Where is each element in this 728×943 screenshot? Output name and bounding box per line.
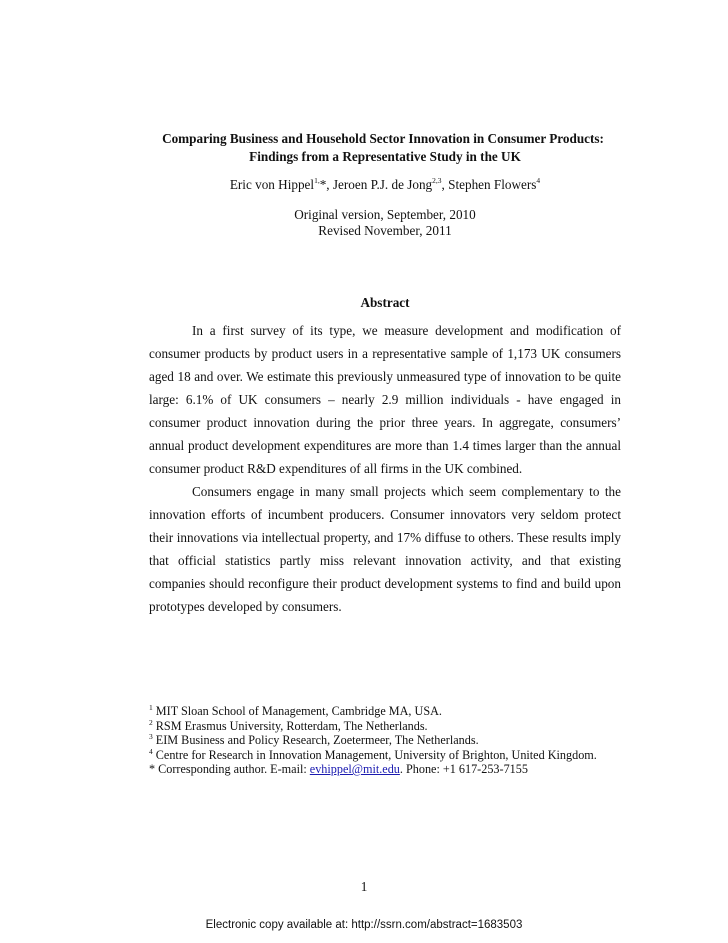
paper-title-line-2: Findings from a Representative Study in the UK (249, 149, 521, 164)
author-separator: , (326, 177, 333, 192)
paper-title-line-1: Comparing Business and Household Sector Innovation in Consumer Products: (162, 131, 604, 146)
footnote-text: EIM Business and Policy Research, Zoetermeer, The Netherlands. (155, 733, 479, 747)
author-name: Stephen Flowers (448, 177, 537, 192)
abstract-paragraph: Consumers engage in many small projects which seem complementary to the innovation efforts of incumbent producers. Consumer innovators very seldom protect their innovations via intellectual property, and 17% diffuse to others. These results imply that official statistics partly miss relevant innovation activity, and that existing companies should reconfigure their product development systems to find and build upon prototypes developed by consumers. (149, 484, 621, 614)
author-list (100, 176, 670, 194)
footnote (149, 733, 639, 748)
footnote-text: Centre for Research in Innovation Management, University of Brighton, United Kingdom. (155, 747, 597, 762)
corresponding-prefix: * Corresponding author. E-mail: (149, 762, 310, 776)
electronic-copy-notice: Electronic copy available at: http://ssrn.com/abstract=1683503 (205, 919, 523, 931)
revised-date: Revised November, 2011 (318, 223, 452, 238)
author-affiliation-mark: 2,3 (432, 176, 442, 185)
author-name: Jeroen P.J. de Jong (332, 177, 433, 192)
abstract-paragraph: In a first survey of its type, we measure development and modification of consumer products by product users in a representative sample of 1,173 UK consumers aged 18 and over. We estimate this previously unmeasured type of innovation to be quite large: 6.1% of UK consumers – nearly 2.9 million individuals - have engaged in consumer product innovation during the prior three years. In aggregate, consumers’ annual product development expenditures are more than 1.4 times larger than the annual consumer product R&D expenditures of all firms in the UK combined. (149, 323, 621, 476)
footnote-text: MIT Sloan School of Management, Cambridge MA, USA. (155, 704, 442, 718)
footnote-mark: 4 (149, 746, 153, 756)
corresponding-author-note (149, 762, 639, 777)
author-affiliation-mark: 4 (536, 176, 541, 185)
author-affiliation-mark: 1, (314, 176, 320, 185)
corresponding-suffix: . Phone: +1 617-253-7155 (399, 762, 528, 776)
footnotes (149, 704, 639, 777)
footnote (149, 748, 639, 763)
email-link[interactable]: evhippel@mit.edu (309, 762, 400, 776)
corresponding-author-mark: * (319, 177, 327, 192)
footnote-mark: 3 (149, 732, 153, 741)
abstract-body (149, 319, 621, 618)
footnote-text: RSM Erasmus University, Rotterdam, The Netherlands. (155, 718, 428, 733)
footnote (149, 704, 639, 719)
original-version-date: Original version, September, 2010 (294, 207, 476, 222)
footnote-mark: 1 (149, 703, 153, 712)
author-separator: , (441, 177, 449, 192)
abstract-heading: Abstract (360, 295, 410, 310)
footnote-mark: 2 (149, 717, 153, 727)
author-name: Eric von Hippel (229, 177, 315, 192)
footnote (149, 719, 639, 734)
page-number: 1 (360, 879, 368, 894)
